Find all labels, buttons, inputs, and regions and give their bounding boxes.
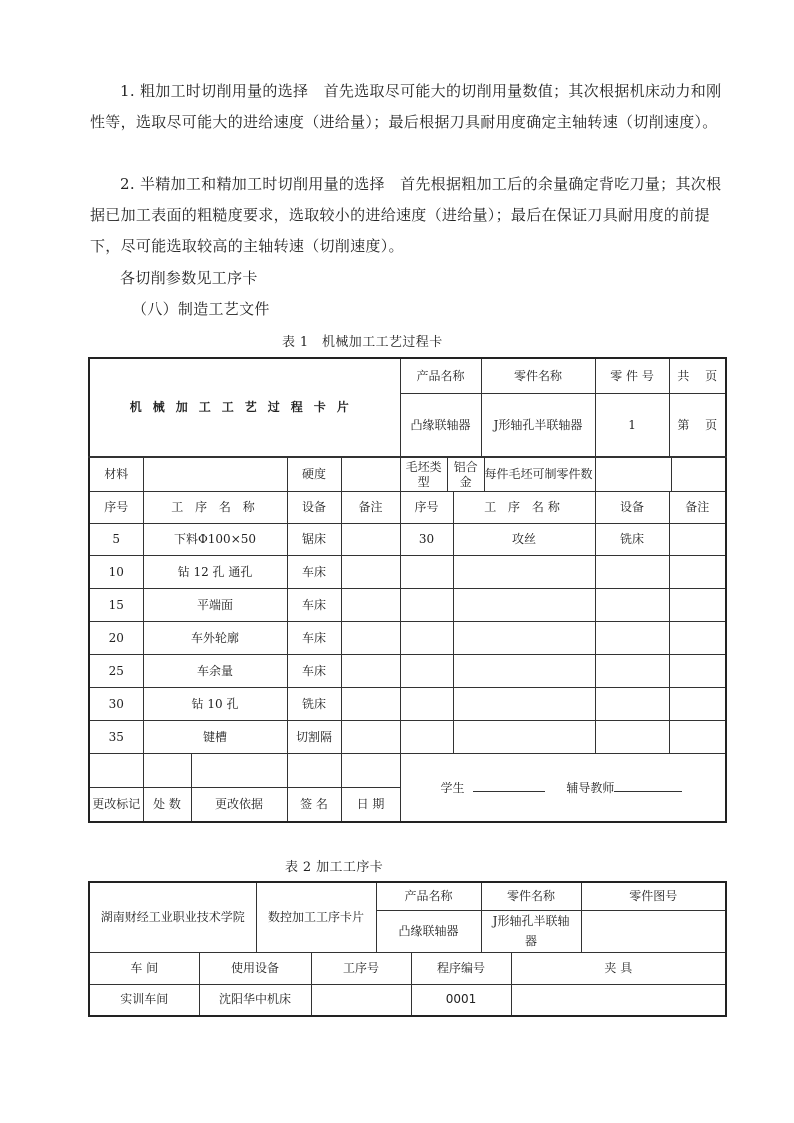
row-process-2 — [453, 622, 595, 655]
row-equipment: 车床 — [287, 589, 341, 622]
total-pages-label: 共 页 — [669, 358, 726, 394]
student-label: 学生 — [440, 780, 465, 795]
program-no-label: 程序编号 — [411, 952, 511, 984]
row-seq: 25 — [89, 655, 143, 688]
row-seq-2 — [400, 688, 453, 721]
row-seq: 5 — [89, 524, 143, 556]
row-process: 钻 10 孔 — [143, 688, 287, 721]
row-process: 钻 12 孔 通孔 — [143, 556, 287, 589]
row-remark-2 — [669, 589, 726, 622]
table-row — [89, 622, 726, 655]
part-name-label: 零件名称 — [481, 882, 581, 910]
row-seq-2 — [400, 622, 453, 655]
workshop-value: 实训车间 — [89, 984, 199, 1016]
equipment-value: 沈阳华中机床 — [199, 984, 311, 1016]
row-equipment-2 — [595, 721, 669, 754]
table-row — [89, 556, 726, 589]
section-heading: （八）制造工艺文件 — [132, 300, 270, 318]
row-remark-2 — [669, 688, 726, 721]
paragraph-finish-machining: 2. 半精加工和精加工时切削用量的选择 首先根据粗加工后的余量确定背吃刀量；其次根据已加工表面的粗糙度要求，选取较小的进给速度（进给量）；最后在保证刀具耐用度的前提下，尽可能选取较高的主轴转速（切削速度）。 — [90, 175, 722, 255]
row-seq-2 — [400, 655, 453, 688]
row-equipment: 车床 — [287, 556, 341, 589]
part-no-value: 1 — [595, 394, 669, 458]
header-process: 工 序 名 称 — [143, 492, 287, 524]
row-seq: 10 — [89, 556, 143, 589]
count-basis-cell — [143, 788, 287, 823]
row-process-2 — [453, 721, 595, 754]
table-row — [89, 589, 726, 622]
row-process-2 — [453, 688, 595, 721]
row-seq-2: 30 — [400, 524, 453, 556]
row-seq: 15 — [89, 589, 143, 622]
table-row — [89, 688, 726, 721]
process-card-table — [88, 357, 727, 823]
footer-blank — [89, 754, 143, 788]
row-remark — [341, 622, 400, 655]
part-drawing-no-value — [581, 910, 726, 952]
table-row — [89, 721, 726, 754]
row-seq-2 — [400, 589, 453, 622]
parts-per-blank-cell — [595, 457, 726, 492]
count-label: 处 数 — [144, 788, 192, 821]
part-name-value: J形轴孔半联轴器 — [481, 910, 581, 952]
fixture-label: 夹 具 — [511, 952, 726, 984]
workshop-label: 车 间 — [89, 952, 199, 984]
header-seq: 序号 — [89, 492, 143, 524]
blank-type-value: 铝合金 — [448, 458, 485, 491]
paragraph-cutting-params: 各切削参数见工序卡 — [120, 269, 258, 287]
paragraph-rough-machining: 1. 粗加工时切削用量的选择 首先选取尽可能大的切削用量数值；其次根据机床动力和刚性等，选取尽可能大的进给速度（进给量）；最后根据刀具耐用度确定主轴转速（切削速度）。 — [90, 82, 722, 131]
hardness-value — [341, 457, 400, 492]
footer-blank — [341, 754, 400, 788]
row-remark — [341, 524, 400, 556]
blank-type-cell — [400, 457, 595, 492]
equipment-label: 使用设备 — [199, 952, 311, 984]
row-process: 下料Φ100×50 — [143, 524, 287, 556]
header-equipment-2: 设备 — [595, 492, 669, 524]
header-process-2: 工 序 名称 — [453, 492, 595, 524]
signature-area — [400, 754, 726, 823]
row-remark-2 — [669, 721, 726, 754]
hardness-label: 硬度 — [287, 457, 341, 492]
material-value — [143, 457, 287, 492]
material-label: 材料 — [89, 457, 143, 492]
row-seq-2 — [400, 721, 453, 754]
school-name: 湖南财经工业职业技术学院 — [89, 882, 256, 952]
row-seq: 30 — [89, 688, 143, 721]
row-equipment: 切割隔 — [287, 721, 341, 754]
row-equipment: 车床 — [287, 622, 341, 655]
product-part-values — [400, 394, 595, 458]
program-no-value: 0001 — [411, 984, 511, 1016]
product-name-label: 产品名称 零件名称 — [400, 358, 595, 394]
process-no-value — [311, 984, 411, 1016]
header-equipment: 设备 — [287, 492, 341, 524]
fixture-value — [511, 984, 726, 1016]
table2-caption: 表 2 加工工序卡 — [285, 860, 384, 875]
row-remark-2 — [669, 655, 726, 688]
row-remark — [341, 655, 400, 688]
row-remark — [341, 556, 400, 589]
part-name-value: J形轴孔半联轴器 — [493, 418, 583, 432]
table1-caption: 表 1 机械加工工艺过程卡 — [282, 335, 443, 350]
row-remark-2 — [669, 622, 726, 655]
process-no-label: 工序号 — [311, 952, 411, 984]
row-process: 平端面 — [143, 589, 287, 622]
change-mark-label: 更改标记 — [89, 788, 143, 823]
product-name-label: 产品名称 — [376, 882, 481, 910]
header-remark: 备注 — [341, 492, 400, 524]
date-label: 日 期 — [341, 788, 400, 823]
row-process-2 — [453, 556, 595, 589]
page-label: 第 页 — [669, 394, 726, 458]
row-seq: 20 — [89, 622, 143, 655]
table-row — [89, 524, 726, 556]
row-remark — [341, 688, 400, 721]
product-name-value: 凸缘联轴器 — [401, 394, 482, 456]
header-remark-2: 备注 — [669, 492, 726, 524]
parts-per-blank-label: 每件毛坯可制零件数 — [484, 467, 593, 481]
row-equipment-2 — [595, 688, 669, 721]
row-equipment: 锯床 — [287, 524, 341, 556]
process-card-title: 机械加工工艺过程卡片 — [89, 358, 400, 457]
header-seq-2: 序号 — [400, 492, 453, 524]
part-name-label: 零件名称 — [514, 368, 563, 383]
row-process: 车余量 — [143, 655, 287, 688]
row-equipment: 铣床 — [287, 688, 341, 721]
row-equipment-2 — [595, 655, 669, 688]
operation-card-table — [88, 881, 727, 1017]
blank-type-label: 毛坯类型 — [401, 458, 448, 491]
row-remark-2 — [669, 524, 726, 556]
row-seq-2 — [400, 556, 453, 589]
row-remark-2 — [669, 556, 726, 589]
row-equipment-2 — [595, 589, 669, 622]
table-row — [89, 655, 726, 688]
row-remark — [341, 589, 400, 622]
part-drawing-no-label: 零件图号 — [581, 882, 726, 910]
part-no-label: 零 件 号 — [595, 358, 669, 394]
footer-blank — [287, 754, 341, 788]
footer-blank — [143, 754, 287, 788]
row-process: 键槽 — [143, 721, 287, 754]
row-process-2: 攻丝 — [453, 524, 595, 556]
change-basis-label: 更改依据 — [214, 797, 263, 811]
row-process: 车外轮廓 — [143, 622, 287, 655]
row-seq: 35 — [89, 721, 143, 754]
teacher-label: 辅导教师 — [566, 780, 615, 795]
row-equipment-2 — [595, 556, 669, 589]
signature-label: 签 名 — [287, 788, 341, 823]
card-title: 数控加工工序卡片 — [256, 882, 376, 952]
row-process-2 — [453, 589, 595, 622]
row-equipment: 车床 — [287, 655, 341, 688]
row-process-2 — [453, 655, 595, 688]
row-equipment-2: 铣床 — [595, 524, 669, 556]
row-equipment-2 — [595, 622, 669, 655]
product-name-value: 凸缘联轴器 — [376, 910, 481, 952]
row-remark — [341, 721, 400, 754]
